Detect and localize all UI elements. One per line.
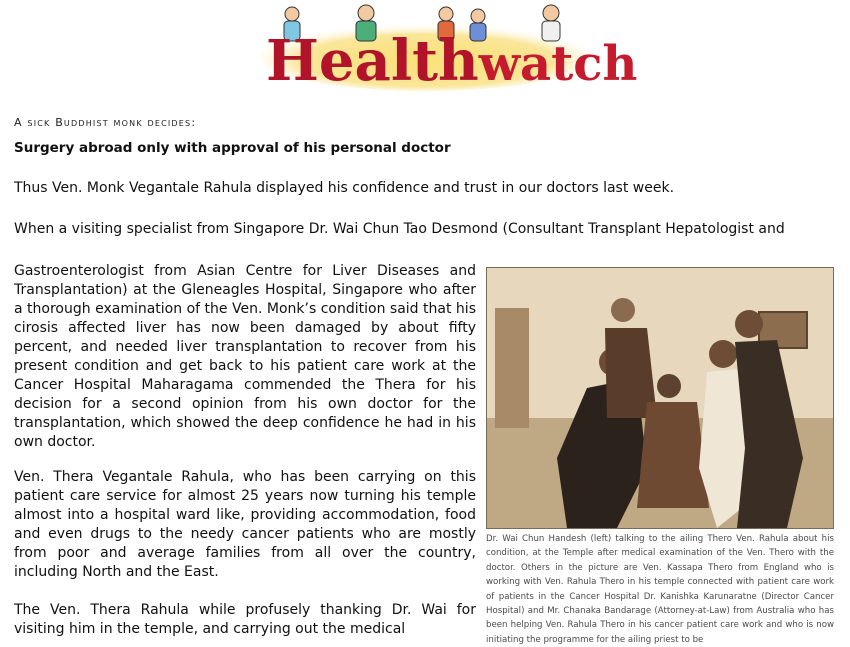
article-kicker: A sick Buddhist monk decides: — [14, 116, 197, 129]
article-paragraph: Ven. Thera Vegantale Rahula, who has been carrying on this patient care service for almost 25 years now turning his temple almost into a hospital ward like, providing accommodation, food and even drugs to the needy cancer patients who are mostly from poor and average families from all over the country, including North and the East. — [14, 469, 476, 580]
logo-watch-text: watch — [478, 36, 638, 92]
article-paragraph: The Ven. Thera Rahula while profusely thanking Dr. Wai for visiting him in the temple, and carrying out the medical — [14, 602, 476, 637]
article-paragraph: Thus Ven. Monk Vegantale Rahula displayed his confidence and trust in our doctors last week. — [14, 180, 675, 196]
article-paragraph: Gastroenterologist from Asian Centre for Liver Diseases and Transplantation) at the Gleneagles Hospital, Singapore who after a thorough examination of the Ven. Monk’s condition said that his cirosis affected liver has now been damaged by about fifty percent, and needed liver transplantation to recover from his present condition and get back to his patient care work at the Cancer Hospital Maharagama commended the Thera for his decision for a second opinion from his own doctor for the transplantation, which showed the deep confidence he had in his own doctor. — [14, 263, 476, 450]
article-paragraph: When a visiting specialist from Singapore Dr. Wai Chun Tao Desmond (Consultant Transplant Hepatologist and — [14, 221, 785, 237]
svg-text:Healthwatch — [266, 28, 637, 94]
article-headline: Surgery abroad only with approval of his personal doctor — [14, 140, 451, 156]
healthwatch-logo — [262, 2, 638, 94]
photo-illustration — [487, 268, 833, 528]
healthwatch-masthead — [262, 2, 638, 94]
article-photo — [486, 267, 834, 529]
doorway — [495, 308, 529, 428]
logo-health-text: Health — [266, 28, 479, 94]
photo-caption: Dr. Wai Chun Handesh (left) talking to the ailing Thero Ven. Rahula about his condition, at the Temple after medical examination of the Ven. Thero with the doctor. Others in the picture are Ven. Kassapa Thero from England who is working with Ven. Rahula Thero in his temple connected with patient care work of patients in the Cancer Hospital Dr. Kanishka Karunaratne (Director Cancer Hospital) and Mr. Chanaka Bandarage (Attorney-at-Law) from Australia who has been helping Ven. Rahula Thero in his cancer patient care work and who is now initiating the programme for the ailing priest to be — [486, 534, 834, 645]
